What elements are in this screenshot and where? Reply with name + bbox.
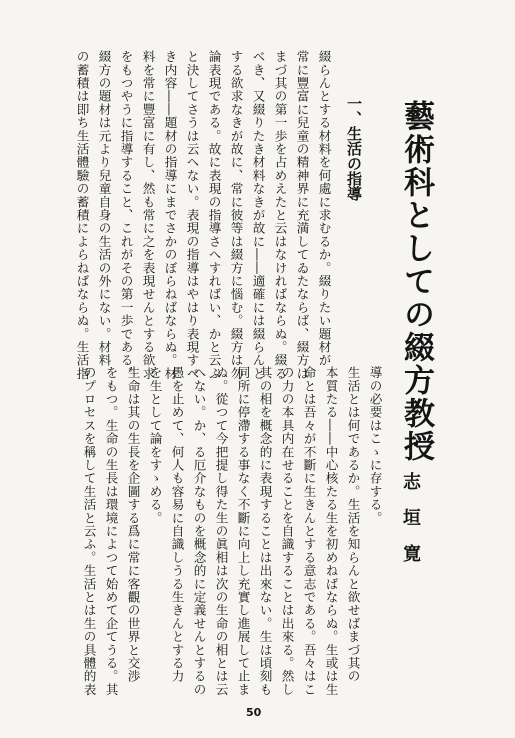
bottom-line-9: へない。か、る厄介なものを概念的に定義せんとするの: [191, 366, 207, 696]
top-line-12: の蓄積は即ち生活體驗の蓄積によらねばならぬ。生活指: [74, 50, 90, 380]
bottom-line-13: をもつ。生命の生長は環境によつて始めて企てうる。其: [103, 366, 119, 696]
top-line-9: 料を常に豐富に有し、然も常に之を表現せんとする欲求: [140, 50, 156, 380]
top-line-8: き内容――題材の指導にまでさかのぼらねばならぬ。材: [162, 50, 178, 380]
top-line-3: まづ其の第一歩を占めえたと云はなければならぬ。綴る: [272, 50, 288, 380]
bottom-line-7: 同所に停滯する事なく不斷に向上し充實し進展して止ま: [235, 366, 251, 696]
bottom-line-6: 其の相を概念的に表現することは出來ない。生は頃刻も: [257, 366, 273, 696]
bottom-line-1: 導の必要はこゝに存する。: [367, 366, 383, 525]
bottom-line-11: を生として論をすゝめる。: [147, 366, 163, 525]
top-line-6: 論表現である。故に表現の指導さへすればい、かと云ふ: [206, 50, 222, 380]
article-title: 藝術科としての綴方教授: [398, 100, 434, 463]
top-line-7: と決してさうは云へない。表現の指導はやはり表現すべ: [184, 50, 200, 380]
top-line-1: 綴らんとする材料を何處に求むるか。綴りたい題材が: [316, 50, 332, 367]
top-line-5: する欲求なきが故に、常に彼等は綴方に惱む。綴方は勿: [228, 50, 244, 380]
bottom-line-3: 本質たる――中心核たる生を初めねばならぬ。生或は生: [323, 366, 339, 696]
bottom-line-8: ぬ。從つて今把提し得た生の眞相は次の生命の相とは云: [213, 366, 229, 696]
bottom-line-4: 命とは吾々が不斷に生きんとする意志である。吾々はこ: [301, 366, 317, 696]
bottom-line-12: 生命は其の生長を企圖する爲に常に客觀の世界と交渉: [125, 366, 141, 683]
top-line-10: をもつやうに指導すること、これがその第一歩である。: [118, 50, 134, 380]
top-line-11: 綴方の題材は元より兒童自身の生活の外にない。材料: [96, 50, 112, 367]
top-line-2: 常に豐富に兒童の精神界に充満してゐたならば、綴方は: [294, 50, 310, 380]
bottom-line-10: 愚を止めて、何人も容易に自識しうる生きんとする力: [169, 366, 185, 683]
top-line-4: べき、又綴りたき材料なきが故に――適確には綴らんと: [250, 50, 266, 380]
section-heading: 一、生活の指導: [345, 96, 363, 201]
bottom-line-2: 生活とは何であるか。生活を知らんと欲せばまづ其の: [345, 366, 361, 683]
author-name: 志 垣 寛: [400, 472, 421, 562]
bottom-line-14: のプロセスを稱して生活と云ふ。生活とは生の具體的表: [81, 366, 97, 696]
bottom-line-5: の力の本具内在せることを自識することは出來る。然し: [279, 366, 295, 696]
page-number: 50: [246, 706, 262, 719]
